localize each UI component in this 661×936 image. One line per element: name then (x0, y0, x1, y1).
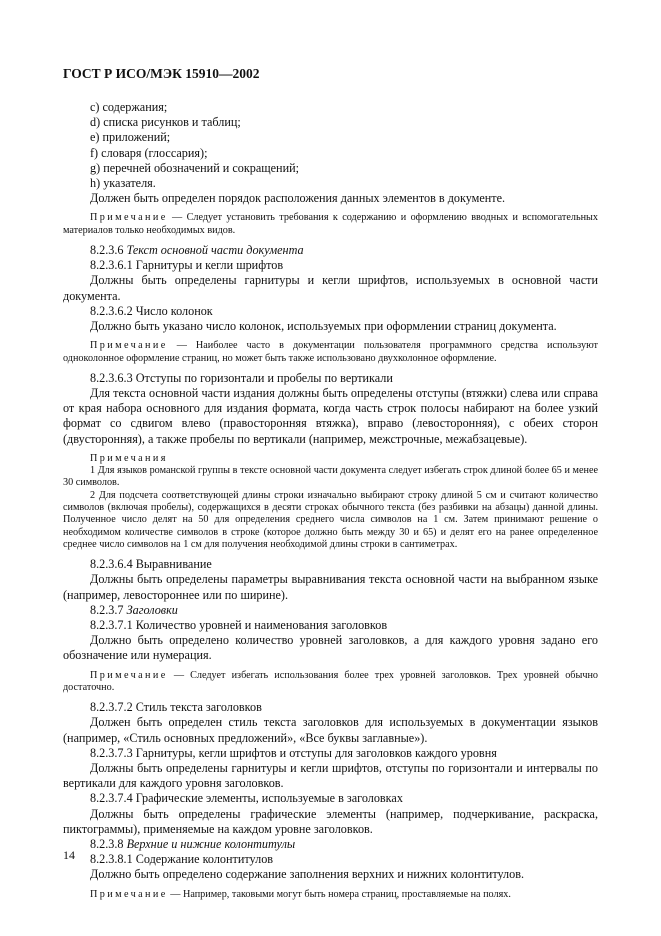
note-text: — Следует установить требования к содержанию и оформлению вводных и вспомогательных материалов только необходимых видов. (63, 212, 598, 236)
section-text: Должны быть определены гарнитуры и кегли шрифтов, отступы по горизонтали и интервалы по вертикали для каждого уровня заголовков. (63, 761, 598, 791)
section-text: Должны быть определены параметры выравнивания текста основной части на выбранном языке (например, левостороннее или по ширине). (63, 572, 598, 602)
section-heading: 8.2.3.6.2 Число колонок (90, 303, 213, 318)
note-text: — Следует избегать использования более трех уровней заголовков. Трех уровней обычно достаточно. (63, 669, 598, 693)
section-heading: 8.2.3.7 Заголовки (90, 602, 178, 617)
list-item: d) списка рисунков и таблиц; (90, 115, 241, 130)
section-heading: 8.2.3.6.1 Гарнитуры и кегли шрифтов (90, 258, 284, 273)
section-heading: 8.2.3.6 Текст основной части документа (90, 243, 304, 258)
list-item: e) приложений; (90, 130, 171, 145)
section-text: Должны быть определены гарнитуры и кегли шрифтов, используемых в основной части документа. (63, 273, 598, 303)
order-paragraph: Должен быть определен порядок расположения данных элементов в документе. (90, 191, 506, 206)
note-paragraph (63, 889, 598, 901)
section-heading: 8.2.3.8 Верхние и нижние колонтитулы (90, 837, 296, 852)
note-paragraph (63, 212, 598, 237)
section-text: Должно быть определено количество уровней заголовков, а для каждого уровня задано его обозначение или нумерация. (63, 633, 598, 663)
section-heading: 8.2.3.7.3 Гарнитуры, кегли шрифтов и отступы для заголовков каждого уровня (90, 745, 497, 760)
section-heading: 8.2.3.6.3 Отступы по горизонтали и пробелы по вертикали (90, 370, 393, 385)
note-label: Примечание (90, 669, 168, 681)
section-heading: 8.2.3.8.1 Содержание колонтитулов (90, 852, 274, 867)
list-item: g) перечней обозначений и сокращений; (90, 160, 300, 175)
section-text: Должно быть указано число колонок, используемых при оформлении страниц документа. (90, 319, 557, 334)
section-text: Для текста основной части издания должны быть определены отступы (втяжки) слева или справа от края набора основного для издания формата, когда часть строк полосы набирают на более узкий формат со сдвигом влево (правосторонняя втяжка), вправо (левосторонняя), с обеих сторон (двусторонняя), а также пробелы по вертикали (например, межстрочные, межабзацевые). (63, 386, 598, 446)
note-label: Примечание (90, 340, 168, 352)
section-heading: 8.2.3.6.4 Выравнивание (90, 557, 212, 572)
note-paragraph (63, 670, 598, 695)
list-item: f) словаря (глоссария); (90, 145, 208, 160)
note-item: 1 Для языков романской группы в тексте основной части документа следует избегать строк длиной более 65 и менее 30 символов. (63, 465, 598, 489)
note-paragraph (63, 340, 598, 365)
document-header: ГОСТ Р ИСО/МЭК 15910—2002 (63, 66, 260, 81)
list-item: h) указателя. (90, 176, 156, 191)
section-text: Должно быть определено содержание заполнения верхних и нижних колонтитулов. (90, 867, 525, 882)
notes-label: Примечания (90, 452, 168, 464)
note-label: Примечание (90, 888, 168, 900)
note-item: 2 Для подсчета соответствующей длины строки изначально выбирают строку длиной 5 см и считают количество символов (включая пробелы), содержащихся в десяти строках обычного текста (без разбивки на абзацы) данной длины. Полученное число делят на 50 для определения среднего числа символов на 1 см. Затем принимают решение о необходимом количестве символов в строке (которое должно быть между 30 и 65) и делят его на ранее определенное среднее число символов на 1 см для получения необходимой длины строки в сантиметрах. (63, 489, 598, 550)
section-text: Должен быть определен стиль текста заголовков для используемых в документации языков (например, «Стиль основных предложений», «Все буквы заглавные»). (63, 715, 598, 745)
note-text: — Наиболее часто в документации пользователя программного средства используют одноколонное оформление страниц, но может быть также использовано двухколонное оформление. (63, 340, 598, 364)
section-heading: 8.2.3.7.4 Графические элементы, используемые в заголовках (90, 791, 403, 806)
section-heading: 8.2.3.7.2 Стиль текста заголовков (90, 700, 262, 715)
page-number: 14 (63, 848, 75, 862)
note-text: — Например, таковыми могут быть номера страниц, проставляемые на полях. (167, 888, 511, 900)
note-label: Примечание (90, 212, 168, 224)
section-heading: 8.2.3.7.1 Количество уровней и наименования заголовков (90, 618, 388, 633)
page-content (63, 100, 598, 901)
section-text: Должны быть определены графические элементы (например, подчеркивание, раскраска, пиктограммы), применяемые на каждом уровне заголовков. (63, 806, 598, 836)
list-item: c) содержания; (90, 100, 168, 114)
